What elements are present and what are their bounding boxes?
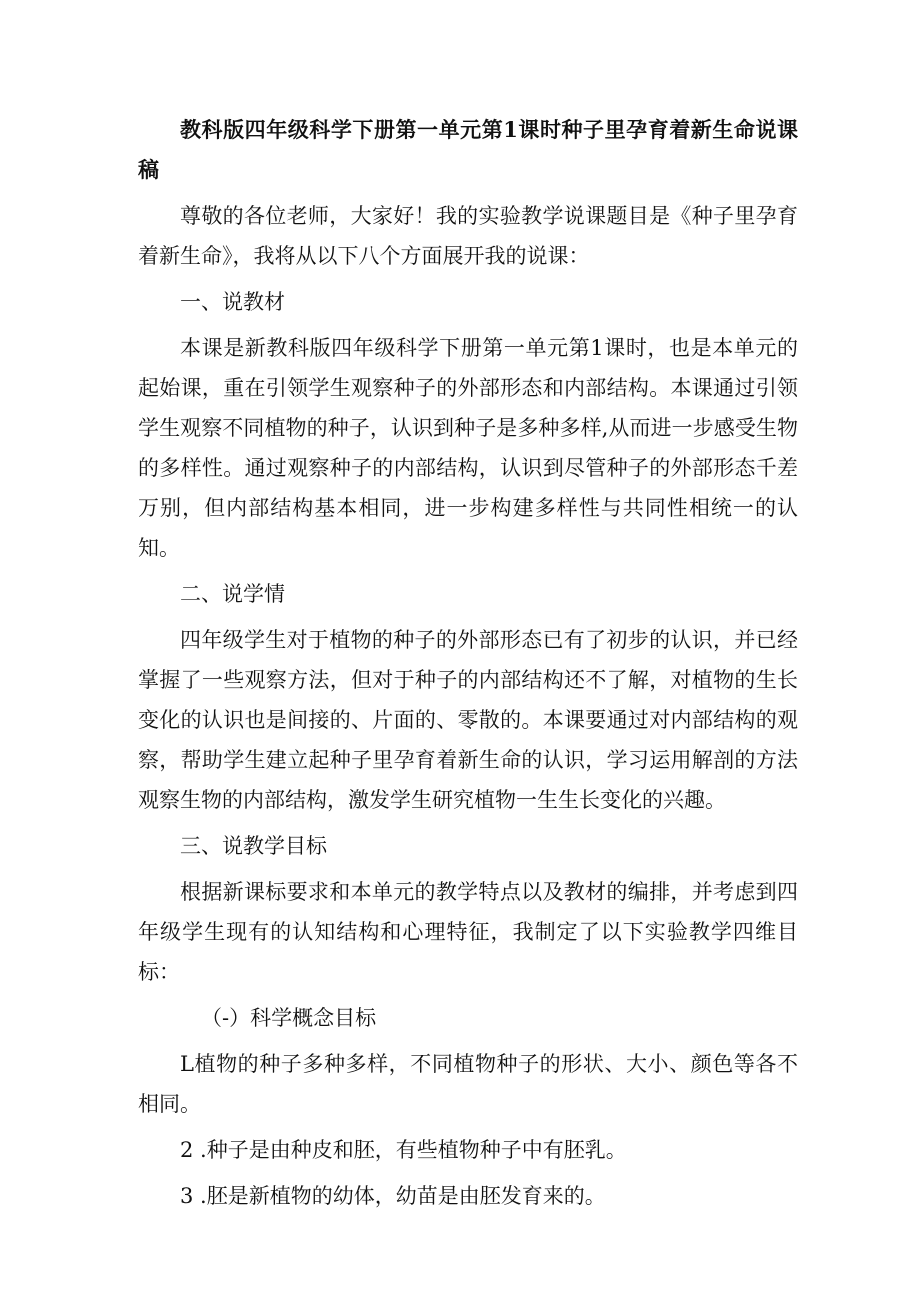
section-paragraph-students: 四年级学生对于植物的种子的外部形态已有了初步的认识，并已经掌握了一些观察方法，但对于种子的内部结构还不了解，对植物的生长变化的认识也是间接的、片面的、零散的。本课要通过对内部结构的观察，帮助学生建立起种子里孕育着新生命的认识，学习运用解剖的方法观察生物的内部结构，激发学生研究植物一生生长变化的兴趣。 xyxy=(138,628,798,812)
document-body xyxy=(138,110,798,1222)
list-item-2: 2 .种子是由种皮和胚，有些植物种子中有胚乳。 xyxy=(180,1138,627,1162)
list-item-3: 3 .胚是新植物的幼体，幼苗是由胚发育来的。 xyxy=(180,1184,606,1208)
section-paragraph-objectives: 根据新课标要求和本单元的教学特点以及教材的编排，并考虑到四年级学生现有的认知结构和心理特征，我制定了以下实验教学四维目标： xyxy=(138,880,798,984)
section-paragraph-textbook: 本课是新教科版四年级科学下册第一单元第1课时，也是本单元的起始课，重在引领学生观察种子的外部形态和内部结构。本课通过引领学生观察不同植物的种子，认识到种子是多种多样,从而进一步感受生物的多样性。通过观察种子的内部结构，认识到尽管种子的外部形态千差万别，但内部结构基本相同，进一步构建多样性与共同性相统一的认知。 xyxy=(138,336,798,560)
section-heading-textbook: 一、说教材 xyxy=(180,290,285,314)
subsection-heading-concepts: （-）科学概念目标 xyxy=(201,1006,377,1030)
section-heading-students: 二、说学情 xyxy=(180,582,285,606)
section-heading-objectives: 三、说教学目标 xyxy=(180,834,327,858)
intro-paragraph: 尊敬的各位老师，大家好！我的实验教学说课题目是《种子里孕育着新生命》，我将从以下八个方面展开我的说课： xyxy=(138,204,798,268)
document-title: 教科版四年级科学下册第一单元第1课时种子里孕育着新生命说课稿 xyxy=(138,117,798,182)
list-item-1: L植物的种子多种多样，不同植物种子的形状、大小、颜色等各不相同。 xyxy=(138,1052,798,1116)
